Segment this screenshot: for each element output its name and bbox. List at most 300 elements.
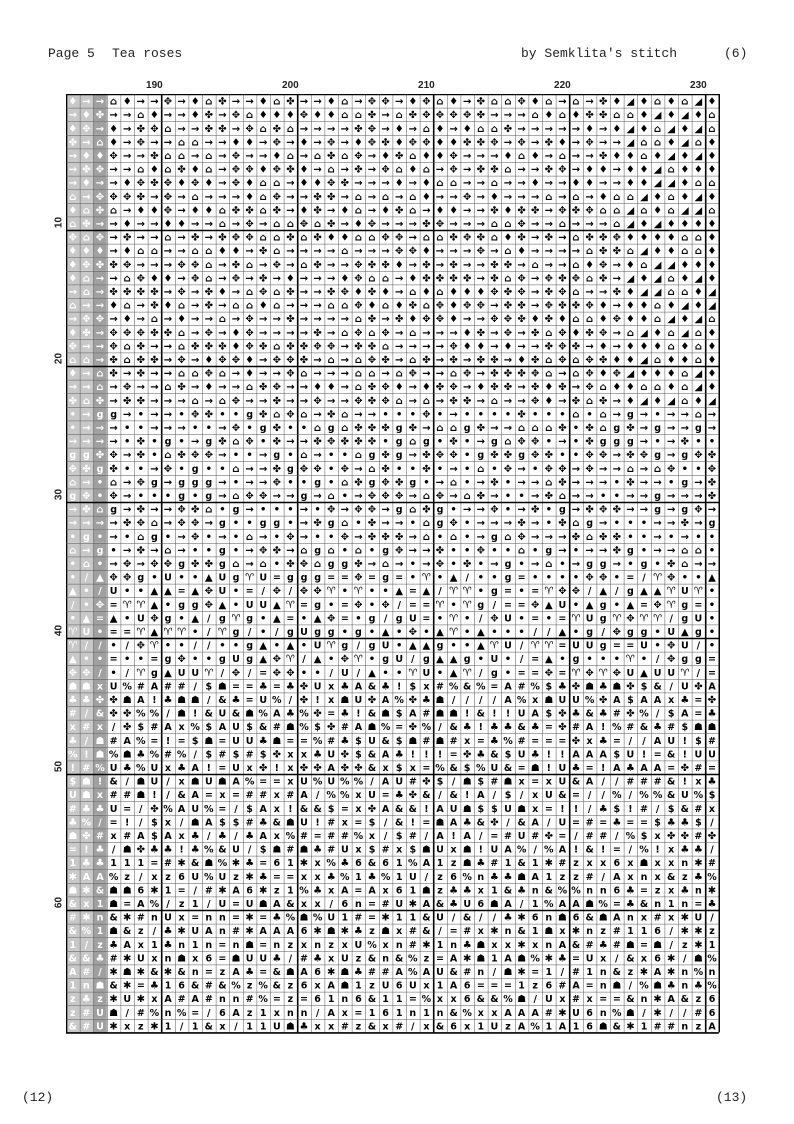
stitch-symbol: ! — [152, 790, 157, 802]
stitch-symbol: ♣ — [340, 708, 350, 720]
stitch-symbol: ✥ — [313, 586, 322, 598]
stitch-symbol: → — [435, 191, 445, 203]
stitch-symbol: g — [327, 423, 335, 435]
stitch-symbol: → — [95, 341, 105, 353]
stitch-symbol: g — [382, 572, 390, 584]
stitch-symbol: → — [191, 287, 200, 299]
stitch-symbol: & — [476, 817, 485, 829]
stitch-symbol: ✥ — [327, 178, 336, 190]
stitch-symbol: → — [490, 151, 499, 163]
stitch-symbol: / — [479, 831, 483, 843]
column-number-label: 190 — [146, 80, 163, 91]
stitch-symbol: A — [572, 899, 580, 911]
stitch-symbol: ✥ — [82, 667, 91, 679]
stitch-symbol: → — [531, 491, 540, 503]
stitch-symbol: → — [340, 355, 349, 367]
stitch-symbol: → — [517, 463, 526, 475]
stitch-symbol: 6 — [178, 871, 185, 883]
stitch-symbol: ✤ — [191, 232, 200, 244]
stitch-symbol: 1 — [436, 858, 444, 870]
stitch-symbol: ☗ — [136, 776, 146, 788]
stitch-symbol: / — [98, 667, 102, 679]
stitch-symbol: A — [381, 803, 390, 815]
stitch-symbol: → — [626, 504, 635, 516]
stitch-symbol: → — [463, 96, 472, 108]
stitch-symbol: ✤ — [299, 341, 309, 353]
stitch-symbol: ♣ — [258, 871, 268, 883]
stitch-symbol: % — [190, 722, 200, 734]
stitch-symbol: ♦ — [625, 151, 635, 163]
stitch-symbol: / — [601, 871, 605, 883]
stitch-symbol: • — [246, 518, 253, 530]
stitch-symbol: ⌂ — [586, 246, 594, 258]
stitch-symbol: ⌂ — [300, 409, 308, 421]
stitch-symbol: → — [123, 137, 132, 149]
stitch-symbol: • — [219, 504, 226, 516]
stitch-symbol: ♦ — [707, 191, 717, 203]
stitch-symbol: U — [136, 613, 145, 625]
stitch-symbol: U — [408, 613, 417, 625]
stitch-symbol: → — [612, 300, 621, 312]
stitch-symbol: ✥ — [259, 545, 268, 557]
stitch-symbol: $ — [613, 749, 621, 761]
stitch-symbol: ✥ — [476, 246, 485, 258]
stitch-symbol: → — [354, 246, 363, 258]
stitch-symbol: ☗ — [544, 695, 554, 707]
stitch-symbol: & — [667, 871, 676, 883]
stitch-symbol: ◢ — [653, 259, 662, 271]
stitch-symbol: ⌂ — [504, 164, 512, 176]
stitch-symbol: → — [408, 450, 417, 462]
stitch-symbol: x — [532, 790, 539, 802]
stitch-symbol: → — [694, 477, 703, 489]
stitch-symbol: → — [177, 545, 186, 557]
stitch-symbol: ✥ — [231, 395, 241, 407]
stitch-symbol: ! — [179, 844, 184, 856]
stitch-symbol: ! — [560, 803, 565, 815]
stitch-symbol: → — [585, 477, 594, 489]
stitch-symbol: ♦ — [109, 123, 119, 135]
stitch-symbol: ✥ — [340, 531, 349, 543]
stitch-symbol: $ — [708, 790, 716, 802]
stitch-symbol: ♦ — [585, 164, 595, 176]
stitch-symbol: → — [367, 246, 377, 258]
stitch-symbol: ✥ — [585, 572, 594, 584]
stitch-symbol: ! — [682, 749, 687, 761]
stitch-symbol: ✤ — [435, 382, 445, 394]
stitch-symbol: / — [383, 613, 388, 625]
stitch-symbol: / — [98, 967, 102, 979]
stitch-symbol: ☗ — [204, 735, 214, 747]
stitch-symbol: → — [136, 259, 145, 271]
stitch-symbol: 1 — [382, 994, 389, 1006]
stitch-symbol: ✥ — [435, 491, 445, 503]
stitch-symbol: = — [272, 776, 281, 788]
stitch-symbol: ✥ — [109, 341, 118, 353]
stitch-symbol: % — [258, 994, 268, 1006]
stitch-symbol: → — [463, 164, 472, 176]
stitch-symbol: ✥ — [435, 314, 445, 326]
stitch-symbol: → — [463, 151, 472, 163]
stitch-symbol: ✤ — [517, 518, 526, 530]
stitch-symbol: → — [558, 531, 567, 543]
stitch-symbol: = — [259, 776, 268, 788]
stitch-symbol: ▲ — [626, 599, 635, 611]
stitch-symbol: ✤ — [449, 273, 458, 285]
stitch-symbol: ✱ — [109, 967, 118, 979]
stitch-symbol: z — [70, 1007, 76, 1019]
stitch-symbol: g — [178, 599, 186, 611]
stitch-symbol: A — [477, 790, 485, 802]
stitch-symbol: ♣ — [149, 980, 159, 992]
stitch-symbol: ♦ — [204, 205, 214, 217]
stitch-symbol: ✤ — [571, 531, 581, 543]
stitch-symbol: • — [695, 572, 702, 584]
stitch-symbol: & — [395, 953, 404, 965]
stitch-symbol: ✥ — [123, 259, 132, 271]
stitch-symbol: → — [82, 191, 91, 203]
stitch-symbol: ✥ — [272, 137, 281, 149]
stitch-symbol: • — [232, 518, 240, 530]
stitch-symbol: A — [436, 803, 444, 815]
stitch-symbol: U — [694, 912, 703, 924]
stitch-symbol: ⌂ — [82, 205, 90, 217]
stitch-symbol: ✥ — [490, 287, 499, 299]
stitch-symbol: ⌂ — [341, 477, 349, 489]
stitch-symbol: 1 — [572, 1021, 580, 1033]
stitch-symbol: ⌂ — [422, 123, 430, 135]
stitch-symbol: ♦ — [122, 314, 132, 326]
stitch-symbol: & — [517, 926, 526, 938]
stitch-symbol: x — [300, 871, 308, 883]
stitch-symbol: → — [707, 504, 717, 516]
stitch-symbol: g — [273, 450, 281, 462]
stitch-symbol: % — [95, 763, 105, 775]
stitch-symbol: / — [710, 817, 714, 829]
stitch-symbol: $ — [436, 776, 444, 788]
stitch-symbol: • — [123, 613, 131, 625]
stitch-symbol: / — [492, 695, 497, 707]
stitch-symbol: ✤ — [571, 395, 581, 407]
stitch-symbol: → — [95, 518, 105, 530]
stitch-symbol: → — [476, 518, 485, 530]
stitch-symbol: ☗ — [639, 858, 649, 870]
stitch-symbol: # — [381, 967, 390, 979]
stitch-symbol: ✥ — [463, 300, 472, 312]
stitch-symbol: = — [612, 735, 621, 747]
stitch-symbol: = — [300, 735, 308, 747]
stitch-symbol: ✤ — [109, 259, 118, 271]
stitch-symbol: ! — [424, 803, 429, 815]
stitch-symbol: ⌂ — [246, 531, 254, 543]
stitch-symbol: x — [96, 681, 104, 693]
stitch-symbol: → — [517, 164, 526, 176]
stitch-symbol: ☗ — [68, 681, 78, 693]
stitch-symbol: % — [163, 803, 173, 815]
stitch-symbol: ! — [546, 763, 551, 775]
stitch-symbol: / — [669, 926, 673, 938]
stitch-symbol: → — [463, 178, 472, 190]
stitch-symbol: g — [96, 409, 104, 421]
stitch-symbol: ✥ — [517, 531, 526, 543]
stitch-symbol: ▲ — [109, 613, 118, 625]
stitch-symbol: ♦ — [231, 327, 241, 339]
stitch-symbol: x — [450, 844, 457, 856]
stitch-symbol: ✤ — [395, 205, 404, 217]
stitch-symbol: / — [84, 939, 89, 951]
stitch-symbol: → — [571, 559, 581, 571]
stitch-symbol: n — [627, 912, 634, 924]
stitch-symbol: → — [490, 300, 499, 312]
stitch-symbol: ⌂ — [395, 164, 403, 176]
stitch-symbol: ♈ — [653, 613, 663, 625]
stitch-symbol: ◢ — [680, 110, 689, 122]
stitch-symbol: • — [463, 545, 471, 557]
stitch-symbol: A — [504, 899, 512, 911]
stitch-symbol: ✤ — [408, 722, 417, 734]
stitch-symbol: # — [272, 722, 281, 734]
stitch-symbol: ✤ — [612, 545, 621, 557]
stitch-symbol: x — [627, 871, 634, 883]
stitch-symbol: → — [299, 327, 309, 339]
stitch-symbol: • — [300, 423, 308, 435]
stitch-symbol: n — [681, 980, 689, 992]
stitch-symbol: ☗ — [299, 912, 309, 924]
stitch-symbol: ☗ — [435, 708, 445, 720]
stitch-symbol: • — [477, 409, 485, 421]
stitch-symbol: ♦ — [163, 273, 173, 285]
stitch-symbol: g — [463, 423, 471, 435]
stitch-symbol: → — [95, 436, 105, 448]
stitch-symbol: % — [476, 681, 486, 693]
stitch-symbol: ☗ — [476, 953, 486, 965]
stitch-symbol: • — [599, 654, 607, 666]
stitch-symbol: ✥ — [517, 137, 526, 149]
stitch-symbol: ! — [601, 763, 606, 775]
stitch-symbol: ⌂ — [259, 205, 267, 217]
stitch-symbol: → — [531, 232, 540, 244]
stitch-symbol: & — [490, 749, 499, 761]
stitch-symbol: / — [574, 831, 578, 843]
stitch-symbol: x — [600, 858, 607, 870]
stitch-symbol: ♦ — [666, 300, 676, 312]
stitch-symbol: U — [626, 749, 635, 761]
stitch-symbol: x — [273, 831, 280, 843]
stitch-symbol: U — [558, 776, 567, 788]
stitch-symbol: U — [395, 899, 404, 911]
stitch-symbol: ✤ — [231, 205, 241, 217]
stitch-symbol: → — [367, 178, 377, 190]
stitch-symbol: • — [232, 531, 240, 543]
stitch-symbol: → — [381, 518, 390, 530]
stitch-symbol: • — [151, 572, 158, 584]
stitch-symbol: = — [123, 803, 132, 815]
stitch-symbol: # — [136, 1007, 145, 1019]
stitch-symbol: • — [423, 627, 430, 639]
stitch-symbol: ✥ — [463, 191, 472, 203]
stitch-symbol: ✤ — [381, 531, 390, 543]
stitch-symbol: ✤ — [585, 436, 594, 448]
stitch-symbol: ! — [410, 749, 415, 761]
stitch-symbol: = — [531, 586, 540, 598]
stitch-symbol: x — [300, 749, 308, 761]
stitch-symbol: ✱ — [639, 967, 649, 979]
stitch-symbol: g — [218, 613, 226, 625]
stitch-symbol: U — [585, 640, 594, 652]
stitch-symbol: / — [193, 640, 197, 652]
stitch-symbol: ♦ — [707, 259, 717, 271]
stitch-symbol: → — [531, 341, 540, 353]
stitch-symbol: ✤ — [340, 436, 349, 448]
stitch-symbol: % — [448, 681, 459, 693]
stitch-symbol: g — [572, 654, 580, 666]
stitch-symbol: → — [109, 518, 118, 530]
stitch-symbol: & — [449, 763, 458, 775]
stitch-symbol: ✤ — [599, 355, 608, 367]
stitch-symbol: U — [245, 735, 254, 747]
row-number-label: 50 — [53, 761, 65, 773]
stitch-symbol: ! — [315, 817, 320, 829]
stitch-symbol: / — [479, 667, 483, 679]
stitch-symbol: ! — [315, 695, 320, 707]
stitch-symbol: / — [261, 586, 265, 598]
stitch-symbol: % — [299, 722, 309, 734]
stitch-symbol: & — [517, 817, 526, 829]
stitch-symbol: A — [232, 776, 240, 788]
stitch-symbol: ✤ — [626, 423, 635, 435]
stitch-symbol: → — [299, 518, 309, 530]
stitch-symbol: # — [449, 735, 458, 747]
stitch-symbol: A — [599, 749, 607, 761]
stitch-symbol: x — [654, 858, 661, 870]
stitch-symbol: ⌂ — [232, 463, 240, 475]
stitch-symbol: ♦ — [680, 259, 690, 271]
stitch-symbol: ⌂ — [191, 191, 199, 203]
stitch-symbol: ♣ — [313, 749, 323, 761]
stitch-symbol: / — [207, 899, 211, 911]
stitch-symbol: • — [178, 436, 185, 448]
stitch-symbol: & — [313, 803, 322, 815]
stitch-symbol: ✤ — [272, 395, 281, 407]
stitch-symbol: → — [381, 368, 390, 380]
stitch-symbol: % — [639, 790, 649, 802]
stitch-symbol: n — [96, 912, 104, 924]
stitch-symbol: ⌂ — [354, 110, 362, 122]
stitch-symbol: • — [586, 654, 593, 666]
stitch-symbol: U — [218, 899, 227, 911]
stitch-symbol: → — [231, 287, 241, 299]
stitch-symbol: • — [151, 436, 158, 448]
stitch-symbol: → — [163, 409, 173, 421]
stitch-symbol: • — [110, 545, 117, 557]
stitch-symbol: ✤ — [259, 382, 268, 394]
stitch-symbol: x — [708, 803, 716, 815]
stitch-symbol: = — [572, 790, 580, 802]
stitch-symbol: ⌂ — [694, 341, 702, 353]
stitch-symbol: / — [234, 803, 238, 815]
stitch-symbol: # — [204, 885, 213, 897]
stitch-symbol: g — [191, 463, 199, 475]
stitch-symbol: / — [451, 695, 456, 707]
stitch-symbol: ✥ — [422, 137, 431, 149]
stitch-symbol: # — [694, 763, 703, 775]
stitch-symbol: ♦ — [476, 382, 486, 394]
stitch-symbol: ✥ — [531, 436, 540, 448]
stitch-symbol: → — [585, 219, 594, 231]
stitch-symbol: → — [259, 450, 268, 462]
stitch-symbol: → — [585, 151, 594, 163]
stitch-symbol: / — [139, 817, 143, 829]
stitch-symbol: g — [518, 450, 526, 462]
stitch-symbol: ✤ — [150, 803, 159, 815]
stitch-symbol: → — [612, 178, 621, 190]
stitch-symbol: ✱ — [381, 912, 390, 924]
stitch-symbol: ♦ — [707, 273, 717, 285]
stitch-symbol: → — [150, 137, 159, 149]
stitch-symbol: ✤ — [367, 382, 377, 394]
stitch-symbol: 1 — [586, 967, 593, 979]
stitch-symbol: → — [245, 151, 254, 163]
stitch-symbol: • — [545, 409, 553, 421]
stitch-symbol: • — [123, 463, 131, 475]
stitch-symbol: ✥ — [95, 599, 105, 611]
stitch-symbol: n — [300, 1007, 308, 1019]
stitch-symbol: ✤ — [313, 708, 322, 720]
stitch-symbol: ✥ — [136, 327, 145, 339]
stitch-symbol: ♈ — [462, 667, 472, 679]
stitch-symbol: ♣ — [68, 695, 78, 707]
stitch-symbol: → — [517, 395, 526, 407]
stitch-symbol: → — [313, 491, 322, 503]
stitch-symbol: & — [422, 926, 431, 938]
stitch-symbol: U — [340, 953, 349, 965]
stitch-symbol: ♦ — [190, 164, 200, 176]
stitch-symbol: ♦ — [530, 151, 540, 163]
stitch-symbol: → — [299, 382, 309, 394]
stitch-symbol: z — [97, 994, 103, 1006]
stitch-symbol: ♦ — [394, 382, 404, 394]
stitch-symbol: ✥ — [272, 164, 281, 176]
stitch-symbol: 1 — [409, 912, 417, 924]
stitch-symbol: # — [327, 735, 336, 747]
stitch-symbol: g — [626, 409, 634, 421]
stitch-symbol: → — [435, 341, 445, 353]
stitch-symbol: → — [517, 110, 526, 122]
stitch-symbol: ♣ — [122, 763, 132, 775]
stitch-symbol: • — [191, 654, 199, 666]
stitch-symbol: • — [178, 463, 185, 475]
stitch-symbol: ▲ — [599, 586, 608, 598]
stitch-symbol: ◢ — [667, 178, 676, 190]
stitch-symbol: / — [207, 613, 211, 625]
stitch-symbol: → — [354, 96, 363, 108]
stitch-symbol: ☗ — [517, 803, 527, 815]
stitch-symbol: = — [517, 599, 526, 611]
stitch-symbol: = — [640, 939, 648, 951]
stitch-symbol: ✤ — [422, 450, 431, 462]
stitch-symbol: ✥ — [191, 259, 200, 271]
stitch-symbol: = — [531, 967, 540, 979]
stitch-symbol: U — [395, 654, 404, 666]
stitch-symbol: = — [272, 871, 281, 883]
stitch-symbol: ✥ — [544, 463, 553, 475]
stitch-symbol: → — [191, 151, 200, 163]
stitch-symbol: ♦ — [258, 300, 268, 312]
stitch-symbol: $ — [259, 844, 267, 856]
stitch-symbol: → — [476, 273, 485, 285]
stitch-symbol: ✥ — [299, 559, 309, 571]
stitch-symbol: → — [408, 531, 417, 543]
